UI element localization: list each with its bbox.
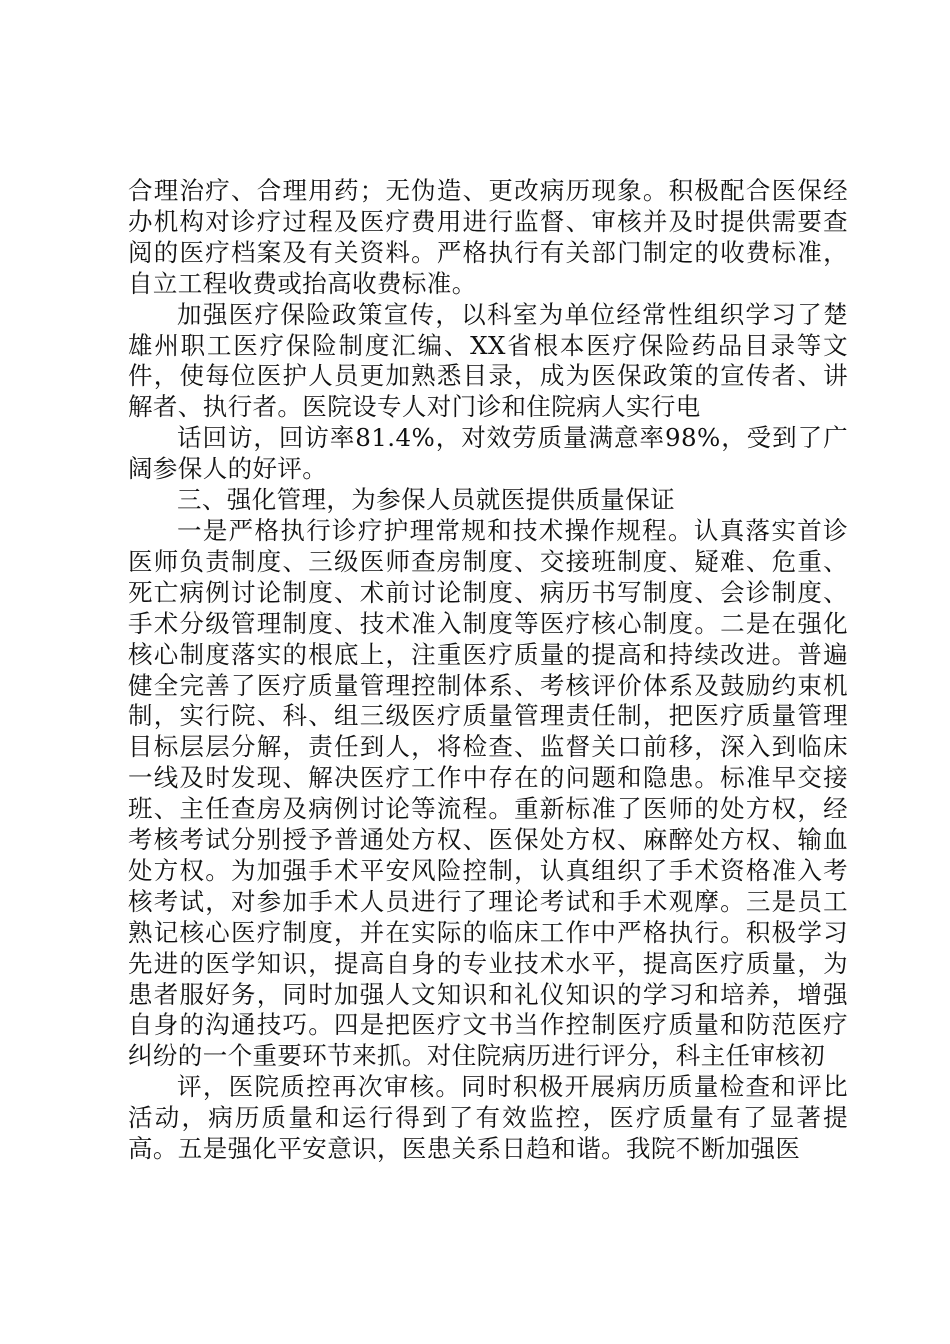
paragraph-policy-promotion: 加强医疗保险政策宣传，以科室为单位经常性组织学习了楚雄州职工医疗保险制度汇编、XX省根本医疗保险药品目录等文件，使每位医护人员更加熟悉目录，成为医保政策的宣传者、讲解者、执行者。医院设专人对门诊和住院病人实行电 [128,299,848,422]
body-text [128,176,848,1165]
paragraph-record-review: 评，医院质控再次审核。同时积极开展病历质量检查和评比活动，病历质量和运行得到了有效监控，医疗质量有了显著提高。五是强化平安意识，医患关系日趋和谐。我院不断加强医 [128,1072,848,1164]
paragraph-phone-followup: 话回访，回访率81.4%，对效劳质量满意率98%，受到了广阔参保人的好评。 [128,423,848,484]
section-heading: 三、强化管理，为参保人员就医提供质量保证 [177,485,675,515]
paragraph-continuation: 合理治疗、合理用药；无伪造、更改病历现象。积极配合医保经办机构对诊疗过程及医疗费用进行监督、审核并及时提供需要查阅的医疗档案及有关资料。严格执行有关部门制定的收费标准，自立工程收费或抬高收费标准。 [128,176,848,298]
paragraph-quality-management: 一是严格执行诊疗护理常规和技术操作规程。认真落实首诊医师负责制度、三级医师查房制度、交接班制度、疑难、危重、死亡病例讨论制度、术前讨论制度、病历书写制度、会诊制度、手术分级管理制度、技术准入制度等医疗核心制度。二是在强化核心制度落实的根底上，注重医疗质量的提高和持续改进。普遍健全完善了医疗质量管理控制体系、考核评价体系及鼓励约束机制，实行院、科、组三级医疗质量管理责任制，把医疗质量管理目标层层分解，责任到人，将检查、监督关口前移，深入到临床一线及时发现、解决医疗工作中存在的问题和隐患。标准早交接班、主任查房及病例讨论等流程。重新标准了医师的处方权，经考核考试分别授予普通处方权、医保处方权、麻醉处方权、输血处方权。为加强手术平安风险控制，认真组织了手术资格准入考核考试，对参加手术人员进行了理论考试和手术观摩。三是员工熟记核心医疗制度，并在实际的临床工作中严格执行。积极学习先进的医学知识，提高自身的专业技术水平，提高医疗质量，为患者服好务，同时加强人文知识和礼仪知识的学习和培养，增强自身的沟通技巧。四是把医疗文书当作控制医疗质量和防范医疗纠纷的一个重要环节来抓。对住院病历进行评分，科主任审核初 [128,515,848,1071]
